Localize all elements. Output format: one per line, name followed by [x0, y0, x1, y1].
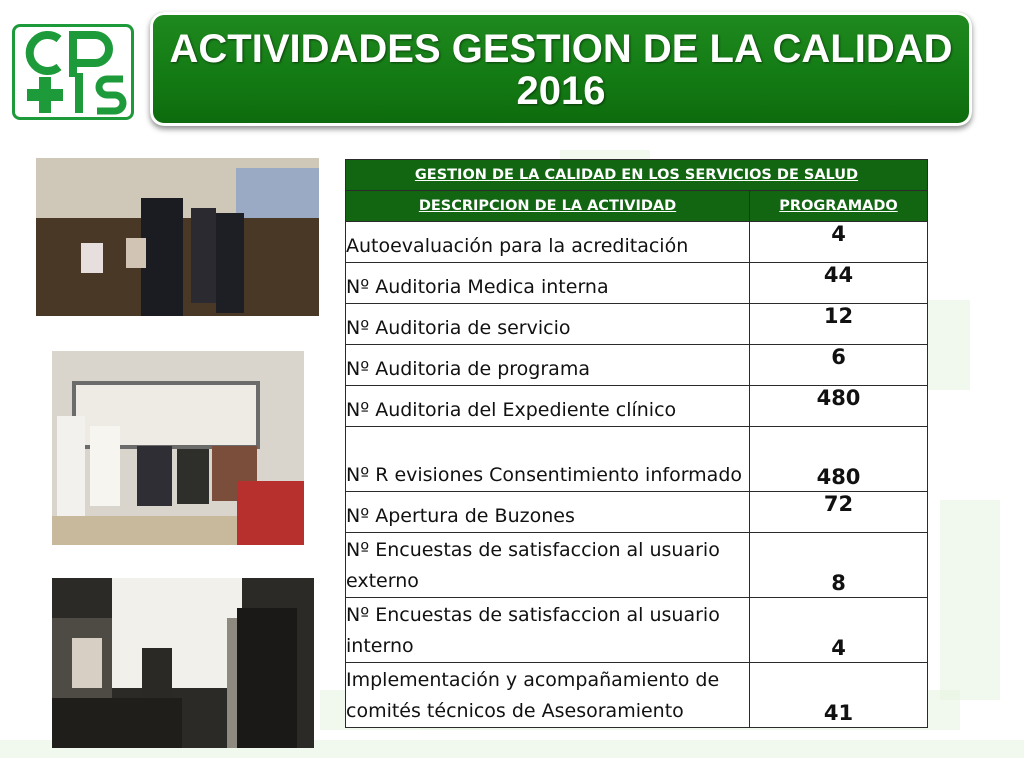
programmed-value: 4 — [750, 222, 928, 263]
photo-waiting-room — [52, 351, 304, 545]
activity-description: Nº Encuestas de satisfaccion al usuario externo — [346, 533, 750, 598]
table-row — [346, 598, 928, 663]
activity-description: Nº Encuestas de satisfaccion al usuario interno — [346, 598, 750, 663]
programmed-value: 6 — [750, 345, 928, 386]
page-title: ACTIVIDADES GESTION DE LA CALIDAD 2016 — [169, 27, 953, 113]
table-row — [346, 492, 928, 533]
activity-description: Autoevaluación para la acreditación — [346, 222, 750, 263]
activity-description: Nº Auditoria Medica interna — [346, 263, 750, 304]
table-row — [346, 533, 928, 598]
activity-description: Nº Auditoria de servicio — [346, 304, 750, 345]
activity-description: Nº R evisiones Consentimiento informado — [346, 427, 750, 492]
activity-description: Nº Auditoria de programa — [346, 345, 750, 386]
table-main-header: GESTION DE LA CALIDAD EN LOS SERVICIOS DE SALUD — [346, 160, 928, 191]
cps-logo — [12, 24, 134, 120]
programmed-value: 8 — [750, 533, 928, 598]
activity-description: Nº Auditoria del Expediente clínico — [346, 386, 750, 427]
activity-description: Implementación y acompañamiento de comités técnicos de Asesoramiento — [346, 663, 750, 728]
programmed-value: 72 — [750, 492, 928, 533]
programmed-value: 4 — [750, 598, 928, 663]
table-row — [346, 386, 928, 427]
table-row — [346, 222, 928, 263]
column-header-programmed: PROGRAMADO — [750, 191, 928, 222]
title-banner — [150, 12, 972, 126]
programmed-value: 480 — [750, 427, 928, 492]
table-row — [346, 663, 928, 728]
programmed-value: 41 — [750, 663, 928, 728]
table-row — [346, 427, 928, 492]
activity-description: Nº Apertura de Buzones — [346, 492, 750, 533]
photo-presentation — [52, 578, 314, 748]
column-header-description: DESCRIPCION DE LA ACTIVIDAD — [346, 191, 750, 222]
programmed-value: 44 — [750, 263, 928, 304]
programmed-value: 12 — [750, 304, 928, 345]
photo-meeting-room — [36, 158, 319, 316]
quality-activities-table — [345, 159, 928, 728]
programmed-value: 480 — [750, 386, 928, 427]
table-row — [346, 345, 928, 386]
table-row — [346, 263, 928, 304]
table-row — [346, 304, 928, 345]
